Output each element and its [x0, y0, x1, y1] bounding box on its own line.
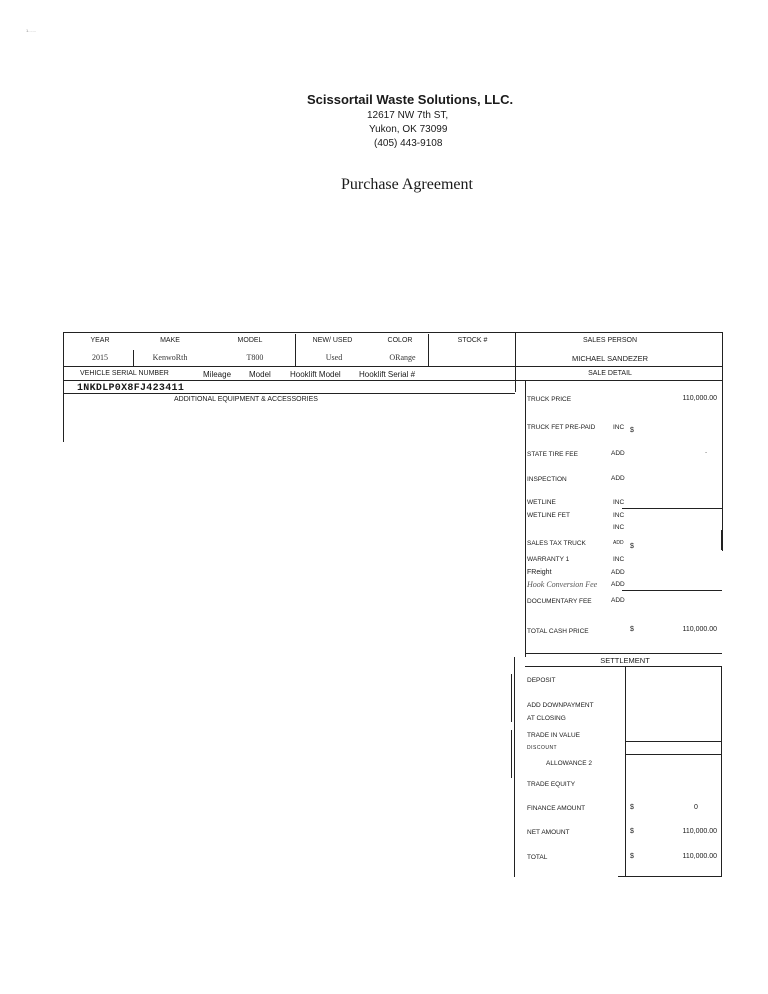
- settlement-bottom-line: [618, 876, 722, 877]
- company-address-1: 12617 NW 7th ST,: [367, 110, 449, 121]
- total-cash-label: TOTAL CASH PRICE: [527, 628, 589, 635]
- new-used-value: Used: [325, 353, 343, 362]
- right-panel-left-border-lower: [514, 657, 515, 877]
- sale-detail-label: SALE DETAIL: [588, 370, 632, 377]
- finance-amount-value: 0: [694, 804, 698, 811]
- wetline-fet-code: INC: [613, 512, 625, 519]
- stock-header: STOCK #: [457, 337, 488, 344]
- hook-conversion-label: Hook Conversion Fee: [527, 580, 598, 589]
- color-value: ORange: [389, 353, 416, 362]
- sales-tax-code: ADD: [613, 540, 624, 546]
- company-name: Scissortail Waste Solutions, LLC.: [307, 92, 514, 107]
- trade-equity-label: TRADE EQUITY: [527, 781, 576, 788]
- doc-fee-label: DOCUMENTARY FEE: [527, 598, 592, 605]
- sales-tax-currency: $: [630, 543, 634, 550]
- sales-person-label: SALES PERSON: [582, 337, 638, 344]
- inspection-label: INSPECTION: [527, 476, 567, 483]
- hook-conversion-underline: [622, 590, 722, 591]
- right-column-divider: [515, 332, 516, 392]
- color-stock-divider: [428, 334, 429, 366]
- finance-amount-label: FINANCE AMOUNT: [527, 805, 586, 812]
- sales-tax-right-tick: [721, 530, 722, 550]
- model-header: MODEL: [237, 337, 263, 344]
- row2-underline: [63, 380, 515, 381]
- fet-label: TRUCK FET PRE-PAID: [527, 424, 596, 431]
- deposit-label: DEPOSIT: [527, 677, 556, 684]
- trade-in-upper-line: [625, 741, 722, 742]
- doc-fee-code: ADD: [611, 597, 625, 604]
- wetline-fet-label: WETLINE FET: [527, 512, 570, 519]
- trade-in-value-label: TRADE IN VALUE: [527, 732, 580, 739]
- wetline-underline: [622, 508, 722, 509]
- document-title: Purchase Agreement: [341, 176, 473, 193]
- hooklift-serial-label: Hooklift Serial #: [359, 370, 416, 379]
- add-downpayment-label: ADD DOWNPAYMENT: [527, 702, 594, 709]
- net-amount-value: 110,000.00: [682, 828, 717, 835]
- warranty-code: INC: [613, 556, 625, 563]
- discount-label: DISCOUNT: [527, 745, 558, 751]
- net-amount-currency: $: [630, 828, 634, 835]
- form-top-border: [63, 332, 722, 333]
- new-used-header: NEW/ USED: [312, 337, 353, 344]
- truck-price-label: TRUCK PRICE: [527, 396, 572, 403]
- corner-mark: 1.......: [26, 28, 37, 33]
- tire-fee-code: ADD: [611, 450, 625, 457]
- sale-detail-underline: [515, 380, 722, 381]
- tire-fee-label: STATE TIRE FEE: [527, 451, 578, 458]
- inspection-code: ADD: [611, 475, 625, 482]
- hook-conversion-code: ADD: [611, 581, 625, 588]
- fet-currency: $: [630, 427, 634, 434]
- model-label: Model: [249, 370, 271, 379]
- hooklift-model-label: Hooklift Model: [290, 370, 341, 379]
- row1-underline: [63, 366, 515, 367]
- sales-person-underline: [515, 366, 722, 367]
- right-panel-left-border: [525, 380, 526, 657]
- tire-fee-mark: -: [705, 449, 708, 456]
- vehicle-serial-value: 1NKDLP0X8FJ423411: [77, 383, 185, 394]
- net-amount-label: NET AMOUNT: [527, 829, 570, 836]
- form-right-border: [722, 332, 723, 551]
- settlement-title-underline: [525, 666, 722, 667]
- total-label: TOTAL: [527, 854, 548, 861]
- sales-tax-label: SALES TAX TRUCK: [527, 540, 586, 547]
- year-make-divider: [133, 350, 134, 366]
- company-phone: (405) 443-9108: [374, 138, 443, 149]
- allowance-label: ALLOWANCE 2: [546, 760, 592, 767]
- total-currency: $: [630, 853, 634, 860]
- finance-amount-currency: $: [630, 804, 634, 811]
- blank-inc-code: INC: [613, 524, 625, 531]
- trade-in-lower-line: [625, 754, 722, 755]
- truck-price-value: 110,000.00: [682, 395, 717, 402]
- settlement-top-line: [525, 653, 722, 654]
- warranty-label: WARRANTY 1: [527, 556, 570, 563]
- settlement-right-border: [721, 666, 722, 876]
- wetline-code: INC: [613, 499, 625, 506]
- color-header: COLOR: [387, 337, 413, 344]
- wetline-label: WETLINE: [527, 499, 556, 506]
- mileage-label: Mileage: [203, 370, 232, 379]
- year-header: YEAR: [90, 337, 110, 344]
- year-value: 2015: [92, 353, 108, 362]
- company-address-2: Yukon, OK 73099: [369, 124, 448, 135]
- fet-code: INC: [613, 424, 625, 431]
- total-cash-currency: $: [630, 626, 634, 633]
- trade-bracket: [511, 730, 512, 778]
- total-value: 110,000.00: [682, 853, 717, 860]
- deposit-bracket: [511, 674, 512, 722]
- total-cash-value: 110,000.00: [682, 626, 717, 633]
- form-left-border: [63, 332, 64, 442]
- make-value: KenwoRth: [152, 353, 188, 362]
- model-newused-divider: [295, 334, 296, 366]
- settlement-title: SETTLEMENT: [600, 656, 650, 665]
- freight-code: ADD: [611, 569, 625, 576]
- make-header: MAKE: [160, 337, 180, 344]
- vehicle-serial-label: VEHICLE SERIAL NUMBER: [80, 370, 169, 377]
- model-value: T800: [246, 353, 264, 362]
- settlement-inner-divider: [625, 666, 626, 876]
- at-closing-label: AT CLOSING: [527, 715, 566, 722]
- sales-person-value: MICHAEL SANDEZER: [572, 354, 648, 363]
- additional-equipment-label: ADDITIONAL EQUIPMENT & ACCESSORIES: [174, 396, 318, 403]
- freight-label: FReight: [527, 569, 552, 576]
